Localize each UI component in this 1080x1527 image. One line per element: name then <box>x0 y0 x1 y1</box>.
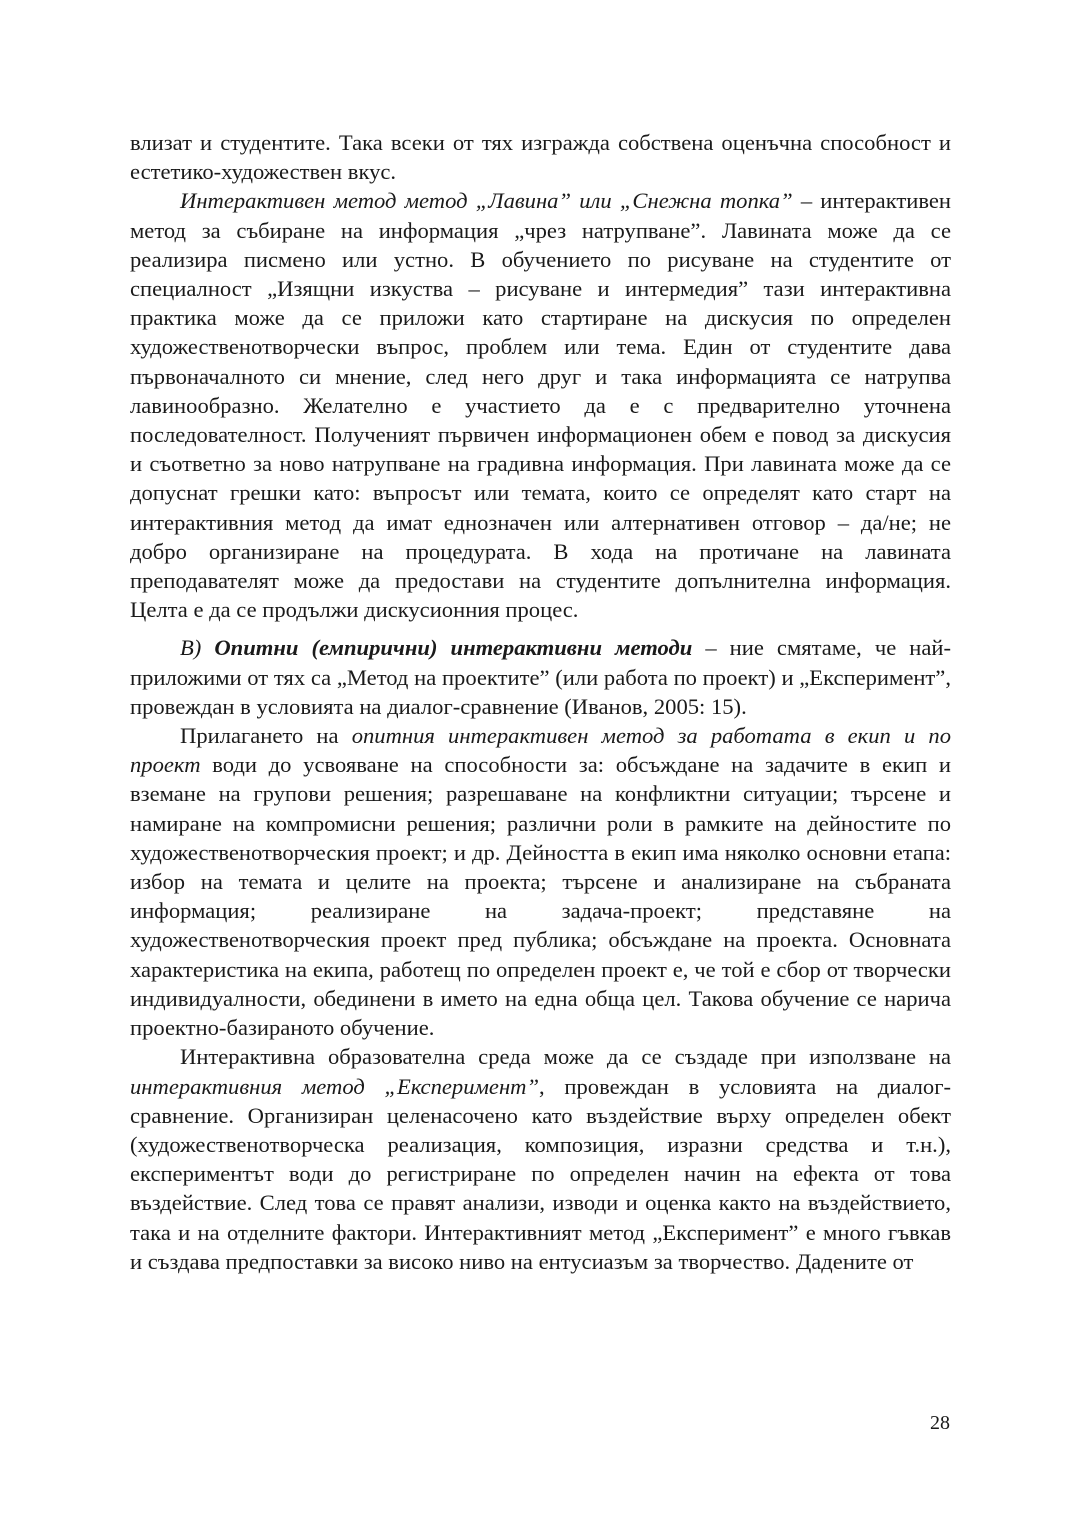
paragraph-1-text: влизат и студентите. Така всеки от тях изгражда собствена оценъчна способност и естетико-художествен вкус. <box>130 130 951 185</box>
paragraph-2-text: – интерактивен метод за събиране на информация „чрез натрупване”. Лавината може да се реализира писмено или устно. В обучението по рисуване на студентите от специалност „Изящни изкуства – рисуване и интермедия” тази интерактивна практика може да се приложи като стартиране на дискусия по определен художественотворчески въпрос, проблем или тема. Един от студентите дава първоначалното си мнение, след него друг и така информацията се натрупва лавинообразно. Желателно е участието да е с предварително уточнена последователност. Полученият първичен информационен обем е повод за дискусия и съответно за ново натрупване на градивна информация. При лавината може да се допуснат грешки като: въпросът или темата, които се определят като старт на интерактивния метод да имат еднозначен или алтернативен отговор – да/не; не добро организиране на процедурата. В хода на протичане на лавината преподавателят може да предостави на студентите допълнителна информация. Целта е да се продължи дискусионния процес. <box>130 188 951 623</box>
section-heading: Опитни (емпирични) интерактивни методи <box>214 635 693 661</box>
page-number: 28 <box>930 1412 950 1434</box>
paragraph-3-text: – ние смятаме, че най-приложими от тях са „Метод на проектите” (или работа по проект) и „Експеримент”, провеждан в условията на диалог-сравнение (Иванов, 2005: 15). <box>130 635 951 719</box>
section-label: В) <box>180 635 215 661</box>
paragraph-5-text: , провеждан в условията на диалог-сравнение. Организиран целенасочено като въздействие върху определен обект (художественотворческа реализация, композиция, изразни средства и т.н.), експериментът води до регистриране по определен начин на ефекта от това въздействие. След това се правят анализи, изводи и оценка както на въздействието, така и на отделните фактори. Интерактивният метод „Експеримент” е много гъвкав и създава предпоставки за високо ниво на ентусиазъм за творчество. Дадените от <box>130 1073 951 1274</box>
experiment-method-term: интерактивния метод „Експеримент” <box>130 1073 540 1099</box>
paragraph-3 <box>130 633 951 721</box>
paragraph-5 <box>130 1042 951 1276</box>
paragraph-4-lead: Прилагането на <box>180 723 352 749</box>
paragraph-2 <box>130 186 951 624</box>
paragraph-5-lead: Интерактивна образователна среда може да се създаде при използване на <box>180 1044 951 1070</box>
page-body <box>130 128 951 1276</box>
paragraph-1 <box>130 128 951 186</box>
teamwork-method-term: опитния интерактивен метод за работата в екип и по проект <box>130 723 951 778</box>
paragraph-4-text: води до усвояване на способности за: обсъждане на задачите в екип и вземане на групови решения; разрешаване на конфликтни ситуации; търсене и намиране на компромисни решения; различни роли в рамките на дейностите по художественотворческия проект; и др. Дейността в екип има няколко основни етапа: избор на темата и целите на проекта; търсене и анализиране на събраната информация; реализиране на задача-проект; представяне на художественотворческия проект пред публика; обсъждане на проекта. Основната характеристика на екипа, работещ по определен проект е, че той е сбор от творчески индивидуалности, обединени в името на една обща цел. Такова обучение се нарича проектно-базираното обучение. <box>130 752 951 1041</box>
paragraph-4 <box>130 721 951 1042</box>
avalanche-method-title: Интерактивен метод метод „Лавина” или „Снежна топка” <box>180 188 793 214</box>
